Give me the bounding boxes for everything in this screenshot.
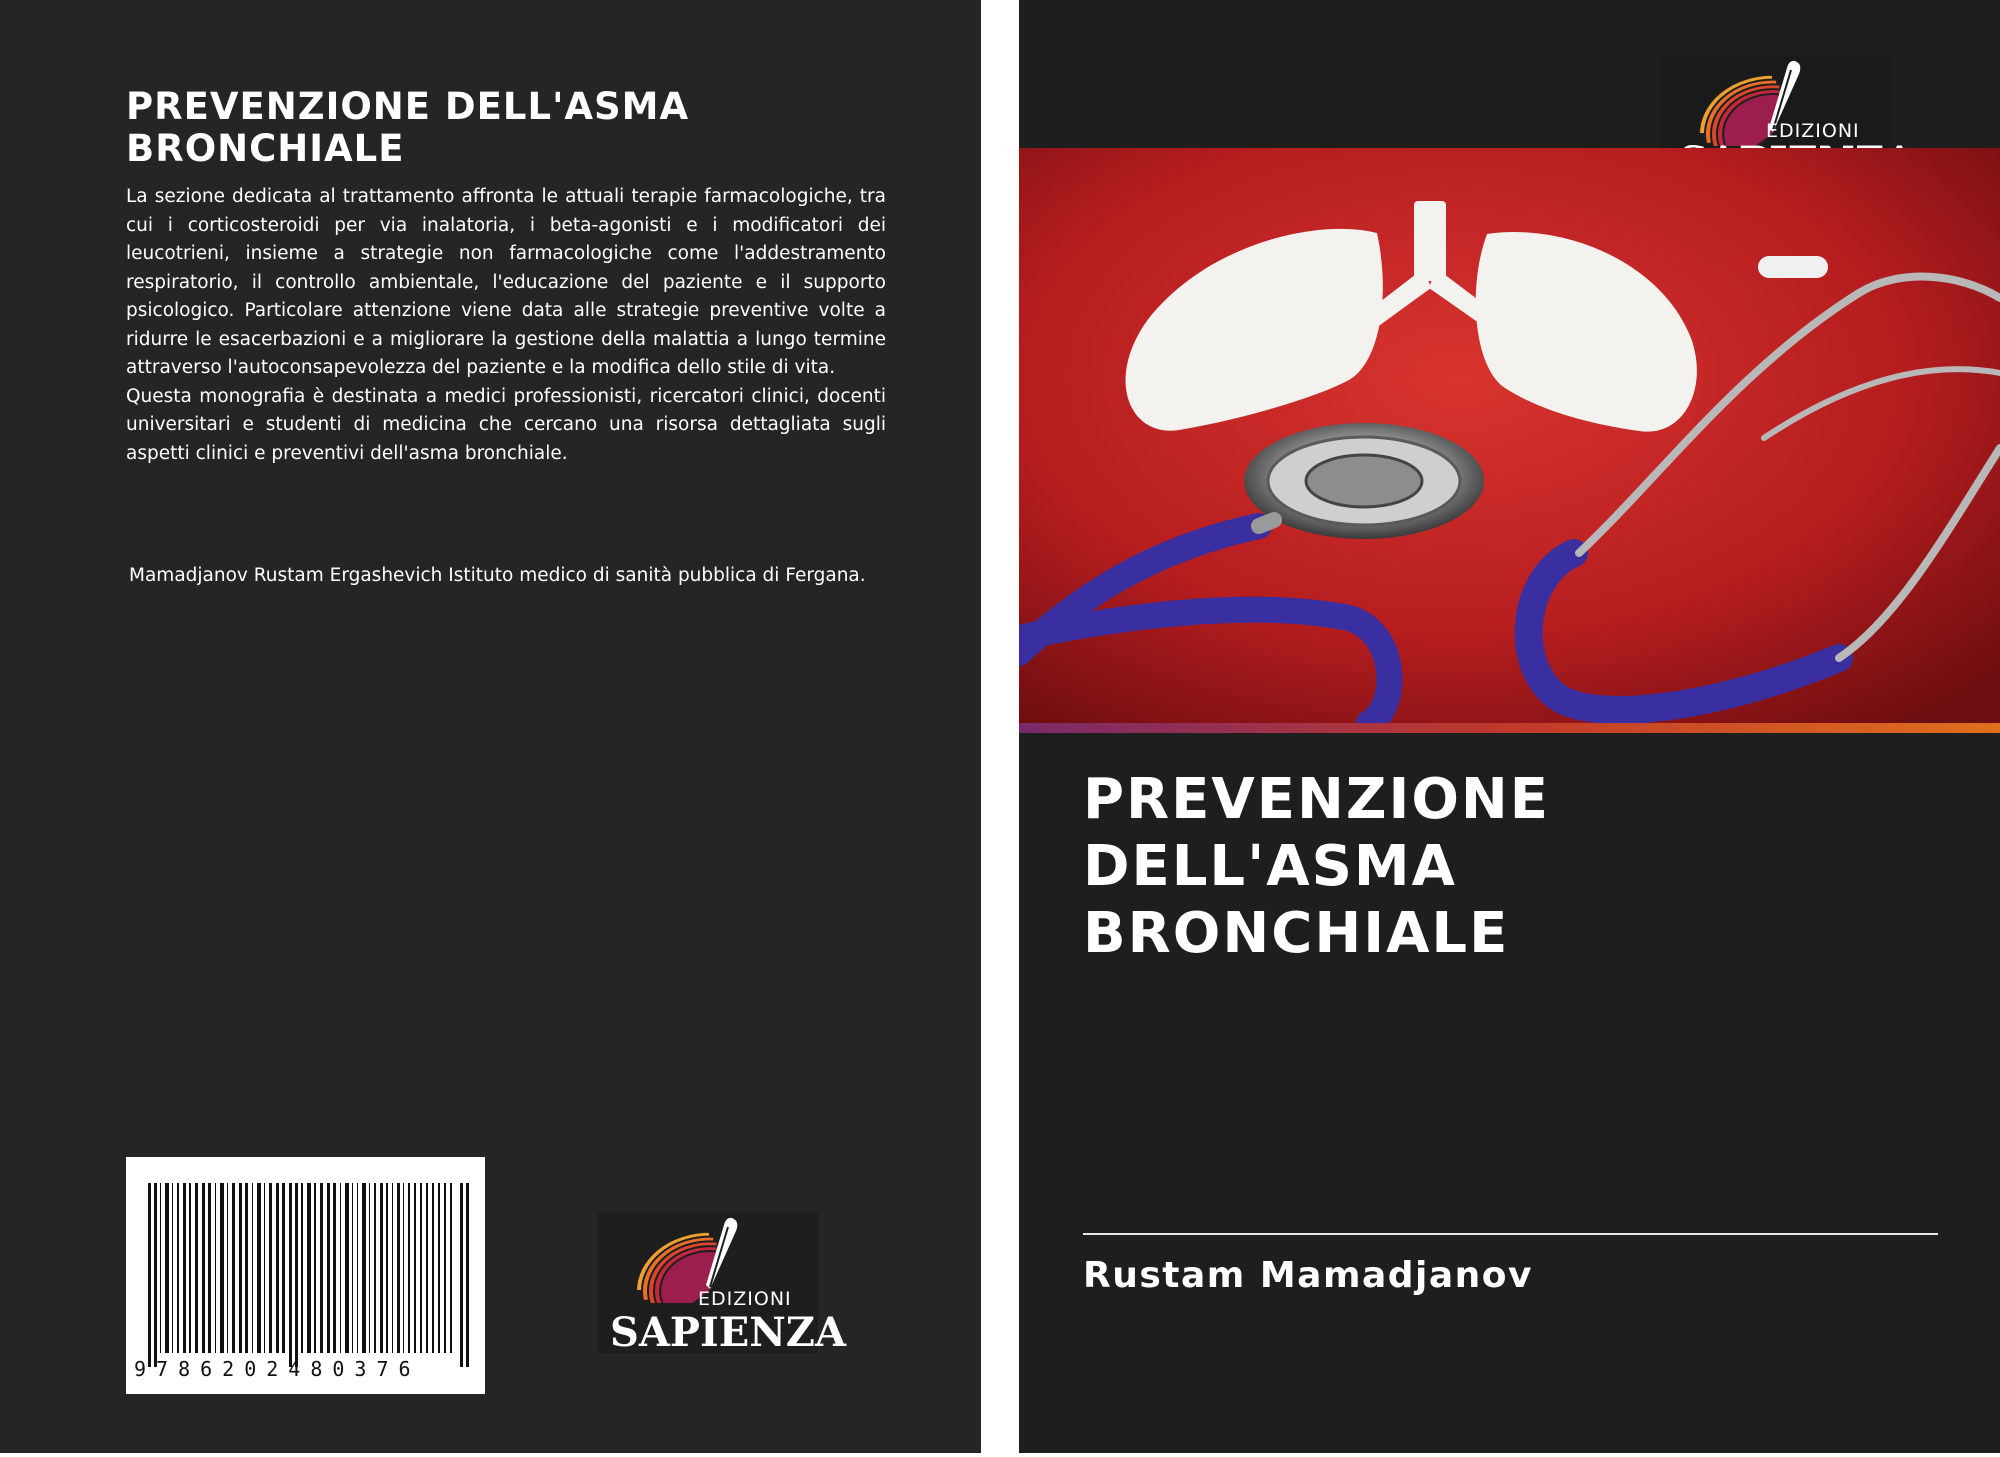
barcode-bar	[357, 1183, 358, 1353]
barcode-bar	[374, 1183, 376, 1353]
barcode-bar	[295, 1183, 298, 1367]
barcode-bar	[426, 1183, 428, 1353]
front-cover-title	[1083, 766, 1863, 967]
front-title-line-2: DELL'ASMA	[1083, 834, 1457, 899]
barcode-bar	[148, 1183, 151, 1367]
barcode-bar	[264, 1183, 265, 1353]
barcode-bar	[208, 1183, 211, 1353]
front-title-line-1: PREVENZIONE	[1083, 767, 1551, 832]
barcode-bar	[239, 1183, 242, 1353]
barcode-bar	[408, 1183, 410, 1353]
barcode-bar	[189, 1183, 191, 1353]
description-paragraph-1: La sezione dedicata al trattamento affronta le attuali terapie farmacologiche, tra cui i corticosteroidi per via inalatoria, i beta-agonisti e i modificatori dei leucotrieni, insieme a strategie non farmacologiche come l'addestramento respiratorio, il controllo ambientale, l'educazione del paziente e il supporto psicologico. Particolare attenzione viene data alle strategie preventive volte a ridurre le esacerbazioni e a migliorare la gestione della malattia a lungo termine attraverso l'autoconsapevolezza del paziente e la modifica dello stile di vita.	[126, 186, 886, 378]
cover-photo-stethoscope-lungs	[1019, 148, 2000, 723]
barcode-bar	[252, 1183, 253, 1353]
barcode-bar	[340, 1183, 341, 1353]
barcode-bar	[352, 1183, 353, 1353]
bottom-edge	[0, 1453, 2000, 1457]
barcode-bar	[380, 1183, 383, 1353]
front-cover-author: Rustam Mamadjanov	[1083, 1255, 1533, 1296]
back-cover-description	[126, 183, 886, 468]
barcode-bar	[282, 1183, 285, 1353]
front-cover-divider	[1083, 1233, 1938, 1235]
barcode-bar	[215, 1183, 216, 1353]
barcode-bar	[333, 1183, 336, 1353]
author-bio: Mamadjanov Rustam Ergashevich Istituto medico di sanità pubblica di Fergana.	[129, 565, 866, 586]
barcode-bar	[220, 1183, 224, 1353]
barcode-bar	[276, 1183, 279, 1353]
photo-accent-stripe	[1019, 723, 2000, 733]
barcode-bar	[460, 1183, 463, 1367]
barcode-bar	[432, 1183, 434, 1353]
barcode-bar	[172, 1183, 173, 1353]
barcode-bar	[403, 1183, 404, 1353]
barcode-bar	[327, 1183, 330, 1353]
barcode-bar	[301, 1183, 303, 1353]
barcode-bar	[369, 1183, 370, 1353]
barcode-bar	[177, 1183, 179, 1353]
barcode-bar	[289, 1183, 292, 1367]
barcode-bar	[307, 1183, 311, 1353]
publisher-line1: EDIZIONI	[698, 1288, 792, 1310]
barcode-bar	[397, 1183, 400, 1353]
barcode-bar	[245, 1183, 248, 1353]
publisher-line1: EDIZIONI	[1766, 120, 1860, 142]
barcode-bar	[165, 1183, 169, 1353]
barcode-bar	[466, 1183, 469, 1367]
barcode-bar	[345, 1183, 349, 1353]
isbn-barcode	[126, 1157, 485, 1394]
publisher-logo-back	[598, 1213, 846, 1356]
barcode-bar	[362, 1183, 366, 1353]
barcode-bar	[202, 1183, 205, 1353]
barcode-bar	[320, 1183, 323, 1353]
barcode-bar	[195, 1183, 198, 1353]
barcode-bar	[314, 1183, 316, 1353]
barcode-bar	[414, 1183, 416, 1353]
back-cover-title: PREVENZIONE DELL'ASMA BRONCHIALE	[126, 85, 690, 170]
barcode-bar	[438, 1183, 440, 1353]
barcode-number: 9786202480376	[134, 1357, 421, 1381]
barcode-bar	[160, 1183, 161, 1353]
barcode-bar	[444, 1183, 446, 1353]
barcode-bar	[450, 1183, 452, 1353]
barcode-bar	[420, 1183, 422, 1353]
barcode-bar	[154, 1183, 157, 1367]
spine-gap	[981, 0, 1019, 1457]
description-paragraph-2: Questa monografia è destinata a medici professionisti, ricercatori clinici, docenti universitari e studenti di medicina che cercano una risorsa dettagliata sugli aspetti clinici e preventivi dell'asma bronchiale.	[126, 385, 886, 464]
front-title-line-3: BRONCHIALE	[1083, 901, 1510, 966]
stethoscope-eartip-icon	[1758, 256, 1828, 278]
barcode-bar	[257, 1183, 261, 1353]
barcode-bar	[183, 1183, 186, 1353]
barcode-bar	[232, 1183, 235, 1353]
barcode-bar	[227, 1183, 228, 1353]
barcode-bar	[386, 1183, 388, 1353]
barcode-bar	[392, 1183, 393, 1353]
publisher-line2: SAPIENZA	[610, 1309, 846, 1356]
barcode-bar	[269, 1183, 272, 1353]
